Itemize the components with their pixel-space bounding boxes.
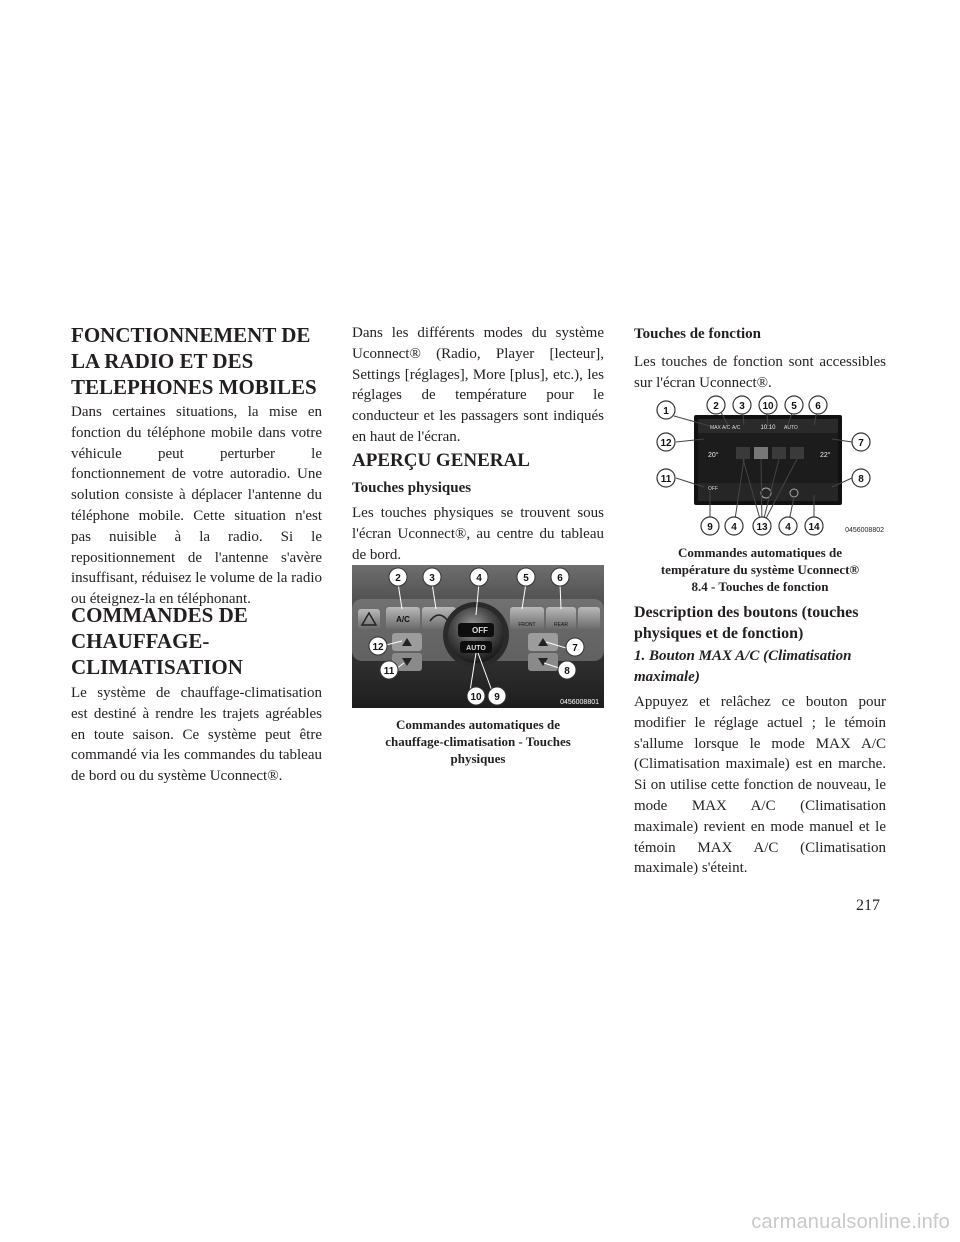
physical-controls-figure xyxy=(352,565,604,712)
callout xyxy=(467,687,485,705)
watermark: carmanualsonline.info xyxy=(751,1211,950,1233)
caption-soft-keys xyxy=(634,544,886,595)
heading-line: FONCTIONNEMENT DE xyxy=(71,323,311,347)
svg-text:14: 14 xyxy=(808,522,820,533)
callout xyxy=(470,568,488,586)
callout xyxy=(517,568,535,586)
callout xyxy=(852,469,870,487)
svg-text:9: 9 xyxy=(494,692,500,703)
svg-text:7: 7 xyxy=(572,643,578,654)
svg-text:8: 8 xyxy=(564,666,570,677)
svg-text:2: 2 xyxy=(713,401,719,412)
svg-text:4: 4 xyxy=(731,522,737,533)
heading-line: COMMANDES DE xyxy=(71,603,248,627)
paragraph-max-ac: Appuyez et relâchez ce bouton pour modifier le réglage actuel ; le témoin s'allume lorsque le mode MAX A/C (Climatisation maximale) est en marche. Si on utilise cette fonction de nouveau, le mode MAX A/C (Climatisation maximale) revient en mode manuel et le témoin MAX A/C (Climatisation maximale) s'éteint. xyxy=(634,694,886,877)
paragraph-physical-buttons: Les touches physiques se trouvent sous l'écran Uconnect®, au centre du tableau de bord. xyxy=(352,505,604,563)
figure-code: 0456008802 xyxy=(845,527,884,534)
caption-physical-controls xyxy=(352,716,604,767)
item-title-line: maximale) xyxy=(634,669,700,685)
auto-soft-label: AUTO xyxy=(784,425,798,431)
callout xyxy=(809,396,827,414)
front-label: FRONT xyxy=(518,622,536,628)
svg-text:9: 9 xyxy=(707,522,713,533)
callout xyxy=(369,637,387,655)
callout xyxy=(380,661,398,679)
callout xyxy=(423,568,441,586)
subheading-physical-buttons: Touches physiques xyxy=(352,480,472,496)
ac-label: A/C xyxy=(396,615,410,624)
caption-line: 8.4 - Touches de fonction xyxy=(691,579,829,594)
figure-code: 0456008801 xyxy=(560,699,599,706)
off-soft-label: OFF xyxy=(708,486,718,492)
callout xyxy=(733,396,751,414)
callout xyxy=(852,433,870,451)
time-label: 10:10 xyxy=(760,425,776,431)
svg-text:13: 13 xyxy=(756,522,768,533)
svg-text:6: 6 xyxy=(557,573,563,584)
svg-text:11: 11 xyxy=(383,666,395,677)
svg-text:12: 12 xyxy=(372,642,384,653)
heading-line: TELEPHONES MOBILES xyxy=(71,375,317,399)
svg-text:5: 5 xyxy=(523,573,529,584)
callout xyxy=(805,517,823,535)
svg-text:2: 2 xyxy=(395,573,401,584)
caption-line: Commandes automatiques de xyxy=(396,717,560,732)
svg-text:3: 3 xyxy=(739,401,745,412)
climate-panel-photo xyxy=(352,565,604,708)
callout xyxy=(389,568,407,586)
caption-line: Commandes automatiques de xyxy=(678,545,842,560)
paragraph-uconnect-modes: Dans les différents modes du système Uconnect® (Radio, Player [lecteur], Settings [réglages], More [plus], etc.), les réglages de température pour le conducteur et les passagers sont indiqués en haut de l'écran. xyxy=(352,325,604,445)
caption-line: température du système Uconnect® xyxy=(660,562,860,577)
svg-text:4: 4 xyxy=(785,522,791,533)
callout xyxy=(701,517,719,535)
caption-line: chauffage-climatisation - Touches xyxy=(385,734,571,749)
callout xyxy=(488,687,506,705)
rear-label: REAR xyxy=(554,622,568,628)
callout xyxy=(551,568,569,586)
callout xyxy=(657,433,675,451)
heading-line: CLIMATISATION xyxy=(71,655,243,679)
callout xyxy=(566,638,584,656)
svg-text:4: 4 xyxy=(476,573,482,584)
paragraph-heating-ac: Le système de chauffage-climatisation est destiné à rendre les trajets agréables en toute saison. Ce système peut être commandé via les commandes du tableau de bord ou du système Uconnect®. xyxy=(71,685,322,785)
subheading-soft-keys: Touches de fonction xyxy=(634,326,761,342)
page-number: 217 xyxy=(856,897,880,914)
callout xyxy=(657,469,675,487)
heading-line: physiques et de fonction) xyxy=(634,625,804,642)
callout xyxy=(785,396,803,414)
svg-text:8: 8 xyxy=(858,474,864,485)
soft-keys-figure xyxy=(654,395,886,545)
heading-line: Description des boutons (touches xyxy=(634,604,859,621)
callout xyxy=(725,517,743,535)
svg-text:3: 3 xyxy=(429,573,435,584)
callout xyxy=(558,661,576,679)
right-temp-label: 22° xyxy=(820,452,831,459)
off-label: OFF xyxy=(472,626,488,635)
svg-text:7: 7 xyxy=(858,438,864,449)
item-title-max-ac xyxy=(634,646,886,688)
paragraph-radio-phones: Dans certaines situations, la mise en fonction du téléphone mobile dans votre véhicule peut perturber le fonctionnement de votre autoradio. Une solution consiste à déplacer l'antenne du téléphone mobile. Cette situation n'est pas nuisible à la radio. Si le repositionnement de l'antenne s'avère insuffisant, réduisez le volume de la radio ou éteignez-la en téléphonant. xyxy=(71,404,322,608)
max-ac-label: MAX A/C xyxy=(710,425,731,431)
svg-text:10: 10 xyxy=(470,692,482,703)
svg-text:6: 6 xyxy=(815,401,821,412)
callout xyxy=(657,401,675,419)
left-temp-label: 20° xyxy=(708,452,719,459)
svg-text:12: 12 xyxy=(660,438,672,449)
svg-text:5: 5 xyxy=(791,401,797,412)
item-title-line: 1. Bouton MAX A/C (Climatisation xyxy=(634,648,852,664)
ac-soft-label: A/C xyxy=(732,425,741,431)
callout xyxy=(759,396,777,414)
svg-text:1: 1 xyxy=(663,406,669,417)
heading-heating-ac xyxy=(71,602,331,680)
caption-line: physiques xyxy=(450,751,506,766)
auto-label: AUTO xyxy=(466,645,486,652)
heading-button-description xyxy=(634,602,886,644)
callout xyxy=(779,517,797,535)
uconnect-screen-diagram xyxy=(654,395,886,541)
callout xyxy=(753,517,771,535)
heading-overview: APERÇU GENERAL xyxy=(352,450,530,471)
callout xyxy=(707,396,725,414)
svg-text:10: 10 xyxy=(762,401,774,412)
heading-radio-phones xyxy=(71,322,331,400)
svg-text:11: 11 xyxy=(660,474,672,485)
paragraph-soft-keys: Les touches de fonction sont accessibles sur l'écran Uconnect®. xyxy=(634,354,886,391)
heading-line: LA RADIO ET DES xyxy=(71,349,254,373)
heading-line: CHAUFFAGE- xyxy=(71,629,210,653)
